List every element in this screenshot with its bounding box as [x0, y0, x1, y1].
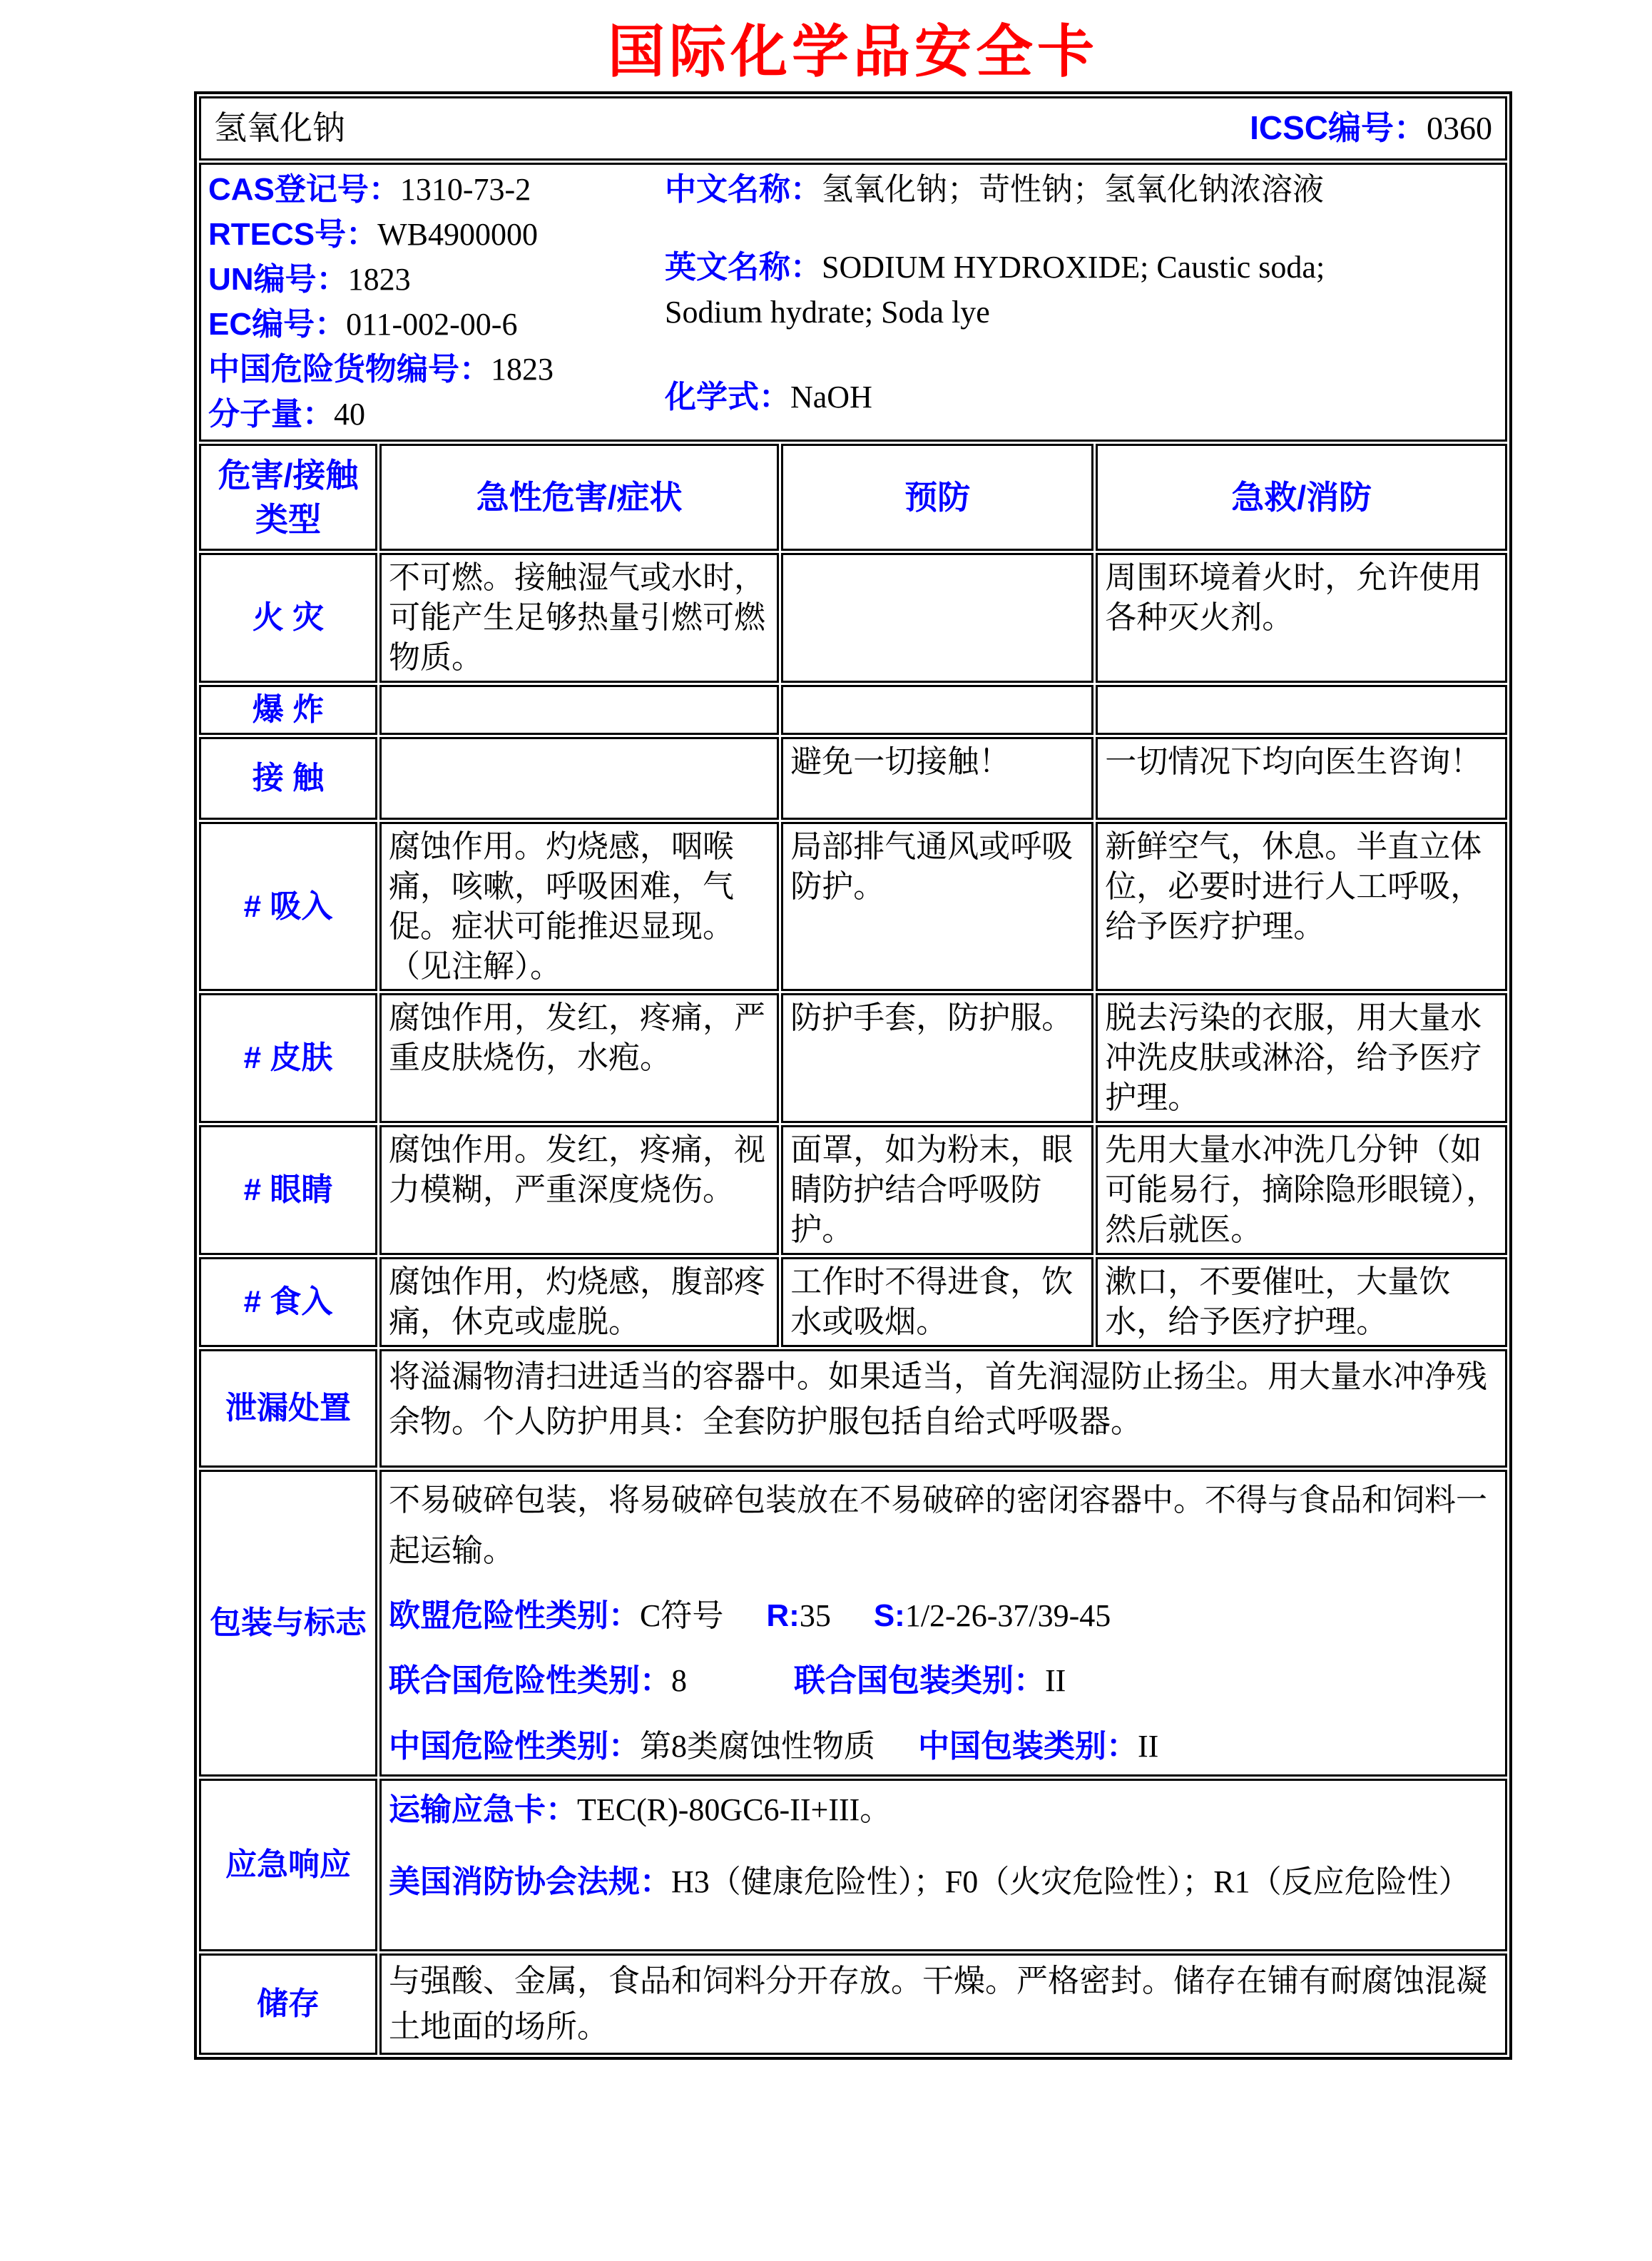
cn-hazard-class-value: 第8类腐蚀性物质	[640, 1728, 876, 1764]
icsc-number	[1250, 107, 1492, 149]
un-number: UN编号：1823	[208, 261, 411, 297]
inhalation-first-aid: 新鲜空气，休息。半直立体位，必要时进行人工呼吸，给予医疗护理。	[1096, 822, 1507, 992]
hazard-type-ingestion: # 食入	[199, 1257, 377, 1347]
eyes-first-aid: 先用大量水冲洗几分钟（如可能易行，摘除隐形眼镜），然后就医。	[1096, 1125, 1507, 1255]
transport-emergency-card-value: TEC(R)-80GC6-II+III。	[577, 1792, 892, 1828]
english-name: 英文名称：SODIUM HYDROXIDE; Caustic soda; Sodium hydrate; Soda lye	[665, 249, 1325, 330]
identification-cell	[199, 163, 1507, 442]
explosion-prevention	[781, 685, 1093, 735]
fire-symptoms: 不可燃。接触湿气或水时，可能产生足够热量引燃可燃物质。	[379, 553, 779, 683]
inhalation-symptoms: 腐蚀作用。灼烧感，咽喉痛，咳嗽，呼吸困难，气促。症状可能推迟显现。（见注解）。	[379, 822, 779, 992]
eyes-symptoms: 腐蚀作用。发红，疼痛，视力模糊，严重深度烧伤。	[379, 1125, 779, 1255]
r-phrase-value: 35	[799, 1598, 831, 1634]
contact-prevention: 避免一切接触！	[781, 737, 1093, 820]
ingestion-prevention: 工作时不得进食，饮水或吸烟。	[781, 1257, 1093, 1347]
packaging-labelling-label: 包装与标志	[199, 1470, 377, 1777]
chemical-formula: 化学式：NaOH	[665, 379, 872, 415]
un-hazard-class-value: 8	[671, 1663, 688, 1699]
packaging-labelling-row	[199, 1470, 1507, 1777]
cn-class-line	[389, 1721, 1498, 1772]
storage-label: 储存	[199, 1953, 377, 2055]
hazard-type-contact: 接 触	[199, 737, 377, 820]
storage-row	[199, 1953, 1507, 2055]
packaging-intro: 不易破碎包装，将易破碎包装放在不易破碎的密闭容器中。不得与食品和饲料一起运输。	[389, 1482, 1488, 1568]
s-phrase-label: S:	[873, 1598, 905, 1634]
column-header-first-aid: 急救/消防	[1096, 444, 1507, 551]
hazard-table-header-row	[199, 444, 1507, 551]
hazard-type-inhalation: # 吸入	[199, 822, 377, 992]
eu-hazard-class-line	[389, 1590, 1498, 1641]
identifier-list	[208, 168, 665, 437]
spill-disposal-label: 泄漏处置	[199, 1349, 377, 1468]
eu-hazard-class-value: C符号	[640, 1598, 724, 1634]
fire-prevention	[781, 553, 1093, 683]
skin-prevention: 防护手套，防护服。	[781, 993, 1093, 1123]
un-hazard-class-label: 联合国危险性类别：	[389, 1663, 672, 1699]
ingestion-first-aid: 漱口，不要催吐，大量饮水，给予医疗护理。	[1096, 1257, 1507, 1347]
hazard-row-ingestion	[199, 1257, 1507, 1347]
spill-disposal-text: 将溢漏物清扫进适当的容器中。如果适当，首先润湿防止扬尘。用大量水冲净残余物。个人防护用具：全套防护服包括自给式呼吸器。	[379, 1349, 1507, 1468]
substance-header-row	[199, 96, 1507, 161]
cn-packing-group-value: II	[1138, 1728, 1159, 1764]
ingestion-symptoms: 腐蚀作用，灼烧感，腹部疼痛，休克或虚脱。	[379, 1257, 779, 1347]
spill-disposal-row	[199, 1349, 1507, 1468]
hazard-row-fire	[199, 553, 1507, 683]
rtecs-number: RTECS号：WB4900000	[208, 216, 539, 252]
explosion-first-aid	[1096, 685, 1507, 735]
hazard-row-explosion	[199, 685, 1507, 735]
contact-symptoms	[379, 737, 779, 820]
hazard-type-fire: 火 灾	[199, 553, 377, 683]
cas-number: CAS登记号：1310-73-2	[208, 172, 531, 207]
emergency-response-row	[199, 1779, 1507, 1951]
identification-row	[199, 163, 1507, 442]
safety-card-table	[194, 91, 1512, 2060]
transport-emergency-card-label: 运输应急卡：	[389, 1792, 578, 1828]
un-packing-group-label: 联合国包装类别：	[794, 1663, 1046, 1699]
nfpa-code-value: H3（健康危险性）；F0（火灾危险性）；R1（反应危险性）	[671, 1864, 1470, 1899]
hazard-row-skin	[199, 993, 1507, 1123]
packaging-labelling-content	[379, 1470, 1507, 1777]
r-phrase-label: R:	[766, 1598, 800, 1634]
un-class-line	[389, 1655, 1498, 1706]
hazard-row-eyes	[199, 1125, 1507, 1255]
cn-packing-group-label: 中国包装类别：	[918, 1728, 1138, 1764]
eu-hazard-class-label: 欧盟危险性类别：	[389, 1598, 641, 1634]
transport-emergency-card-line	[389, 1784, 1498, 1837]
nfpa-code-line	[389, 1856, 1498, 1909]
eyes-prevention: 面罩，如为粉末，眼睛防护结合呼吸防护。	[781, 1125, 1093, 1255]
inhalation-prevention: 局部排气通风或呼吸防护。	[781, 822, 1093, 992]
substance-name: 氢氧化钠	[214, 109, 345, 146]
explosion-symptoms	[379, 685, 779, 735]
cn-hazard-class-label: 中国危险性类别：	[389, 1728, 641, 1764]
skin-symptoms: 腐蚀作用，发红，疼痛，严重皮肤烧伤，水疱。	[379, 993, 779, 1123]
contact-first-aid: 一切情况下均向医生咨询！	[1096, 737, 1507, 820]
molecular-weight: 分子量：40	[208, 396, 365, 432]
fire-first-aid: 周围环境着火时，允许使用各种灭火剂。	[1096, 553, 1507, 683]
hazard-row-contact	[199, 737, 1507, 820]
china-dangerous-goods-number: 中国危险货物编号：1823	[208, 351, 554, 387]
icsc-number-label: ICSC编号：	[1250, 109, 1427, 147]
ec-number: EC编号：011-002-00-6	[208, 306, 518, 342]
skin-first-aid: 脱去污染的衣服，用大量水冲洗皮肤或淋浴，给予医疗护理。	[1096, 993, 1507, 1123]
document-title: 国际化学品安全卡	[608, 21, 1098, 84]
names-list	[665, 168, 1498, 420]
column-header-hazard-type: 危害/接触类型	[199, 444, 377, 551]
column-header-prevention: 预防	[781, 444, 1093, 551]
un-packing-group-value: II	[1045, 1663, 1066, 1699]
hazard-row-inhalation	[199, 822, 1507, 992]
emergency-response-label: 应急响应	[199, 1779, 377, 1951]
chinese-name: 中文名称：氢氧化钠；苛性钠；氢氧化钠浓溶液	[665, 172, 1324, 207]
hazard-type-explosion: 爆 炸	[199, 685, 377, 735]
storage-text: 与强酸、金属，食品和饲料分开存放。干燥。严格密封。储存在铺有耐腐蚀混凝土地面的场所。	[379, 1953, 1507, 2055]
hazard-type-eyes: # 眼睛	[199, 1125, 377, 1255]
nfpa-code-label: 美国消防协会法规：	[389, 1864, 672, 1899]
hazard-type-skin: # 皮肤	[199, 993, 377, 1123]
s-phrase-value: 1/2-26-37/39-45	[904, 1598, 1111, 1634]
emergency-response-content	[379, 1779, 1507, 1951]
column-header-symptoms: 急性危害/症状	[379, 444, 779, 551]
substance-header-cell	[199, 96, 1507, 161]
icsc-number-value: 0360	[1427, 110, 1492, 147]
